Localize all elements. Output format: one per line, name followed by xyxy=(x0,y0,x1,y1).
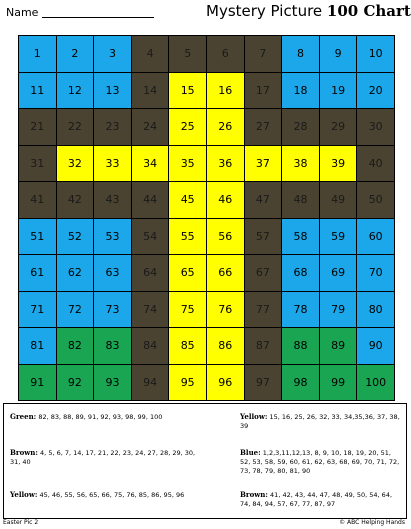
chart-cell: 43 xyxy=(94,182,131,218)
chart-cell: 40 xyxy=(357,146,394,182)
chart-cell: 38 xyxy=(282,146,319,182)
chart-cell: 64 xyxy=(132,255,169,291)
chart-cell: 44 xyxy=(132,182,169,218)
legend-yellow-1-label: Yellow: xyxy=(10,490,38,499)
name-label: Name xyxy=(6,6,39,19)
chart-cell: 74 xyxy=(132,292,169,328)
chart-cell: 21 xyxy=(19,109,56,145)
color-key xyxy=(3,403,407,519)
legend-green xyxy=(10,412,205,422)
legend-brown-2 xyxy=(240,490,400,509)
chart-cell: 34 xyxy=(132,146,169,182)
chart-cell: 62 xyxy=(57,255,94,291)
legend-green-text: 82, 83, 88, 89, 91, 92, 93, 98, 99, 100 xyxy=(36,413,163,421)
legend-brown-2-label: Brown: xyxy=(240,490,268,499)
chart-cell: 11 xyxy=(19,73,56,109)
chart-cell: 41 xyxy=(19,182,56,218)
chart-cell: 31 xyxy=(19,146,56,182)
chart-cell: 83 xyxy=(94,328,131,364)
chart-cell: 23 xyxy=(94,109,131,145)
chart-cell: 14 xyxy=(132,73,169,109)
chart-cell: 63 xyxy=(94,255,131,291)
legend-blue-text: 1,2,3,11,12,13, 8, 9, 10, 18, 19, 20, 51, 52, 53, 58, 59, 60, 61, 62, 63, 68, 69, 70, 71, 72, 73, 78, 79, 80, 81, 90 xyxy=(240,449,400,475)
chart-cell: 91 xyxy=(19,365,56,401)
chart-cell: 4 xyxy=(132,36,169,72)
chart-cell: 99 xyxy=(320,365,357,401)
chart-cell: 58 xyxy=(282,219,319,255)
chart-cell: 32 xyxy=(57,146,94,182)
chart-cell: 29 xyxy=(320,109,357,145)
legend-yellow-2-text: 15, 16, 25, 26, 32, 33, 34,35,36, 37, 38, 39 xyxy=(240,413,400,430)
chart-cell: 27 xyxy=(245,109,282,145)
chart-cell: 79 xyxy=(320,292,357,328)
legend-yellow-2 xyxy=(240,412,400,431)
chart-cell: 16 xyxy=(207,73,244,109)
footer-copyright: © ABC Helping Hands xyxy=(339,519,405,526)
chart-cell: 80 xyxy=(357,292,394,328)
chart-cell: 46 xyxy=(207,182,244,218)
chart-cell: 66 xyxy=(207,255,244,291)
chart-cell: 88 xyxy=(282,328,319,364)
chart-cell: 49 xyxy=(320,182,357,218)
chart-cell: 73 xyxy=(94,292,131,328)
chart-cell: 2 xyxy=(57,36,94,72)
chart-cell: 90 xyxy=(357,328,394,364)
chart-cell: 50 xyxy=(357,182,394,218)
chart-cell: 36 xyxy=(207,146,244,182)
chart-cell: 96 xyxy=(207,365,244,401)
chart-cell: 7 xyxy=(245,36,282,72)
chart-cell: 51 xyxy=(19,219,56,255)
chart-cell: 89 xyxy=(320,328,357,364)
chart-cell: 68 xyxy=(282,255,319,291)
legend-green-label: Green: xyxy=(10,412,37,421)
chart-cell: 25 xyxy=(169,109,206,145)
chart-cell: 60 xyxy=(357,219,394,255)
chart-cell: 42 xyxy=(57,182,94,218)
chart-cell: 45 xyxy=(169,182,206,218)
chart-cell: 17 xyxy=(245,73,282,109)
chart-cell: 3 xyxy=(94,36,131,72)
chart-cell: 12 xyxy=(57,73,94,109)
chart-cell: 19 xyxy=(320,73,357,109)
chart-cell: 13 xyxy=(94,73,131,109)
chart-cell: 87 xyxy=(245,328,282,364)
footer-left: Easter Pic 2 xyxy=(3,519,39,526)
name-line xyxy=(42,17,154,18)
chart-cell: 24 xyxy=(132,109,169,145)
chart-cell: 53 xyxy=(94,219,131,255)
chart-cell: 56 xyxy=(207,219,244,255)
title-prefix: Mystery Picture xyxy=(206,2,327,20)
chart-cell: 37 xyxy=(245,146,282,182)
chart-cell: 28 xyxy=(282,109,319,145)
legend-yellow-1-text: 45, 46, 55, 56, 65, 66, 75, 76, 85, 86, 95, 96 xyxy=(37,491,185,499)
chart-cell: 94 xyxy=(132,365,169,401)
chart-cell: 98 xyxy=(282,365,319,401)
chart-cell: 59 xyxy=(320,219,357,255)
chart-cell: 76 xyxy=(207,292,244,328)
chart-cell: 100 xyxy=(357,365,394,401)
chart-cell: 69 xyxy=(320,255,357,291)
chart-cell: 57 xyxy=(245,219,282,255)
chart-cell: 70 xyxy=(357,255,394,291)
legend-yellow-1 xyxy=(10,490,200,500)
chart-cell: 9 xyxy=(320,36,357,72)
chart-cell: 84 xyxy=(132,328,169,364)
chart-cell: 67 xyxy=(245,255,282,291)
chart-cell: 54 xyxy=(132,219,169,255)
chart-cell: 92 xyxy=(57,365,94,401)
legend-blue xyxy=(240,448,400,476)
hundred-chart-grid xyxy=(18,35,395,401)
chart-cell: 15 xyxy=(169,73,206,109)
chart-cell: 95 xyxy=(169,365,206,401)
chart-cell: 52 xyxy=(57,219,94,255)
chart-cell: 8 xyxy=(282,36,319,72)
chart-cell: 61 xyxy=(19,255,56,291)
chart-cell: 1 xyxy=(19,36,56,72)
legend-brown-1-text: 4, 5, 6, 7, 14, 17, 21, 22, 23, 24, 27, 28, 29, 30, 31, 40 xyxy=(10,449,196,466)
chart-cell: 81 xyxy=(19,328,56,364)
chart-cell: 93 xyxy=(94,365,131,401)
chart-cell: 71 xyxy=(19,292,56,328)
chart-cell: 78 xyxy=(282,292,319,328)
chart-cell: 82 xyxy=(57,328,94,364)
chart-cell: 65 xyxy=(169,255,206,291)
chart-cell: 22 xyxy=(57,109,94,145)
chart-cell: 26 xyxy=(207,109,244,145)
chart-cell: 10 xyxy=(357,36,394,72)
chart-cell: 5 xyxy=(169,36,206,72)
legend-brown-1-label: Brown: xyxy=(10,448,38,457)
chart-cell: 35 xyxy=(169,146,206,182)
chart-cell: 72 xyxy=(57,292,94,328)
chart-cell: 55 xyxy=(169,219,206,255)
legend-brown-2-text: 41, 42, 43, 44, 47, 48, 49, 50, 54, 64, 74, 84, 94, 57, 67, 77, 87, 97 xyxy=(240,491,393,508)
legend-brown-1 xyxy=(10,448,200,467)
legend-yellow-2-label: Yellow: xyxy=(240,412,268,421)
chart-cell: 30 xyxy=(357,109,394,145)
page-title xyxy=(206,2,411,20)
chart-cell: 33 xyxy=(94,146,131,182)
chart-cell: 20 xyxy=(357,73,394,109)
chart-cell: 97 xyxy=(245,365,282,401)
chart-cell: 39 xyxy=(320,146,357,182)
chart-cell: 6 xyxy=(207,36,244,72)
chart-cell: 47 xyxy=(245,182,282,218)
chart-cell: 75 xyxy=(169,292,206,328)
chart-cell: 86 xyxy=(207,328,244,364)
chart-cell: 18 xyxy=(282,73,319,109)
chart-cell: 48 xyxy=(282,182,319,218)
chart-cell: 77 xyxy=(245,292,282,328)
legend-blue-label: Blue: xyxy=(240,448,261,457)
title-bold: 100 Chart xyxy=(326,2,411,20)
chart-cell: 85 xyxy=(169,328,206,364)
